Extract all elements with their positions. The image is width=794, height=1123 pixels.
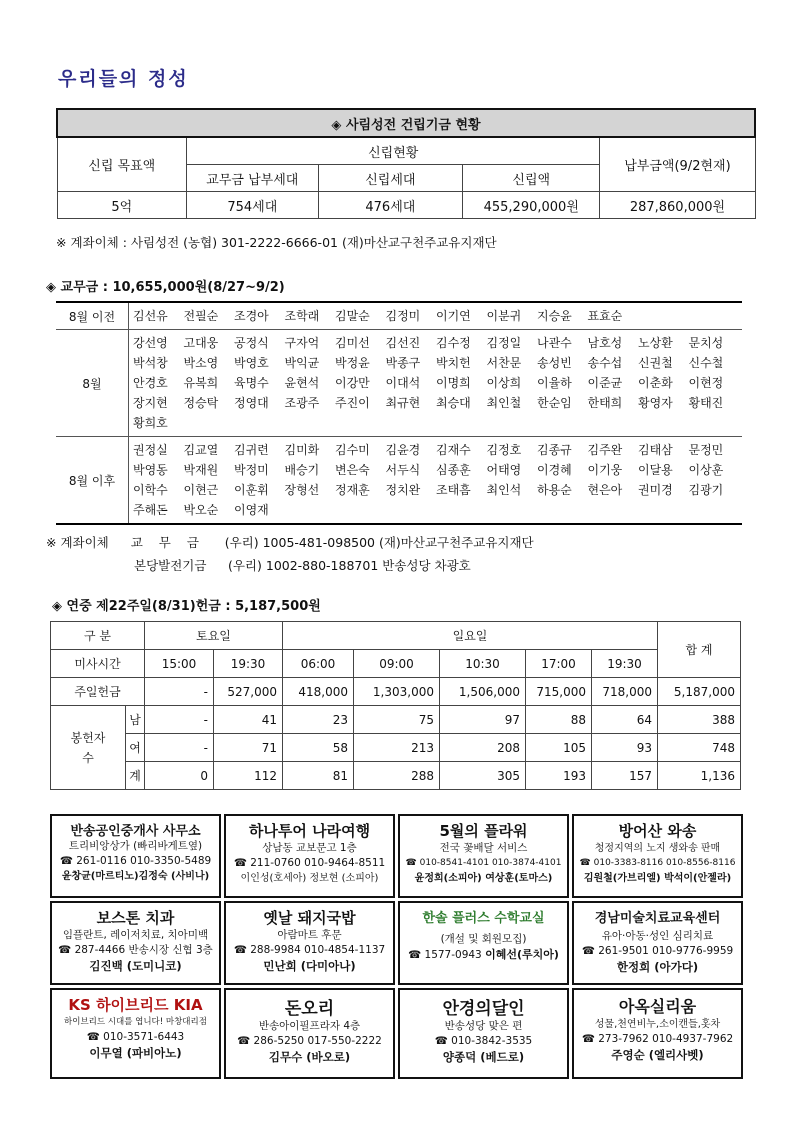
- row-label: 남: [126, 706, 145, 734]
- contributor-name: 배승기: [284, 463, 320, 477]
- offering-total: 5,187,000: [658, 678, 741, 706]
- ad-owner: 한정희 (아가다): [616, 960, 699, 974]
- contributor-name: 김종규: [537, 443, 572, 457]
- ad-line: 반송성당 맞은 편: [444, 1020, 523, 1032]
- ad-owner: 윤정희(소피아) 여상훈(토마스): [414, 873, 553, 884]
- count-cell: -: [145, 734, 214, 762]
- count-cell: 75: [354, 706, 440, 734]
- servers-label: 봉헌자수: [51, 706, 126, 790]
- contributor-name: 황영자: [638, 396, 673, 410]
- contributor-name: 표효순: [587, 309, 623, 323]
- contribution-heading: ◈ 교무금 : 10,655,000원(8/27~9/2): [46, 280, 285, 295]
- contributor-name: 어태영: [486, 463, 522, 477]
- ad-line: ☎ 261-9501 010-9776-9959: [581, 945, 734, 957]
- offering-table: [50, 621, 741, 790]
- saturday-header: 토요일: [145, 622, 283, 650]
- contributor-name: 이상훈: [688, 463, 724, 477]
- count-cell: -: [145, 706, 214, 734]
- contributor-name: 김윤경: [385, 443, 421, 457]
- contributor-name: 송수섭: [587, 356, 623, 370]
- contributor-name: 문치성: [688, 336, 724, 350]
- ad-line: ☎ 211-0760 010-9464-8511: [233, 857, 386, 869]
- contributor-name: 이강만: [335, 376, 370, 390]
- time-cell: 10:30: [440, 650, 526, 678]
- ad-owner: 윤창균(마르티노)김정숙 (사비나): [61, 871, 210, 882]
- ad-phone: ☎ 1577-0943: [408, 949, 482, 961]
- contributor-name: 김귀련: [234, 443, 269, 457]
- contributor-name: 나관수: [537, 336, 572, 350]
- contributor-name: 신수철: [688, 356, 724, 370]
- ad-name: 보스톤 치과: [96, 909, 175, 927]
- contributor-name: 한태희: [587, 396, 623, 410]
- contributor-name: 강선영: [133, 336, 168, 350]
- ad-line: ☎ 286-5250 017-550-2222: [237, 1035, 382, 1047]
- names-cell: [129, 302, 743, 330]
- ad-name: 아옥실리움: [618, 997, 697, 1016]
- contributor-name: 이기웅: [587, 463, 623, 477]
- contributor-name: 조광주: [284, 396, 320, 410]
- offering-cell: 418,000: [283, 678, 354, 706]
- ad-owner: 김원철(가브리엘) 박석이(안젤라): [583, 873, 732, 884]
- ad-name: 경남미술치료교육센터: [594, 911, 721, 926]
- account-label-1: 교 무 금: [130, 535, 205, 550]
- ad-name: 돈오리: [284, 999, 335, 1019]
- ad-name: 안경의달인: [442, 999, 525, 1019]
- count-cell: 157: [592, 762, 658, 790]
- contributor-name: 김교열: [183, 443, 219, 457]
- ad-name: KS 하이브리드 KIA: [68, 996, 203, 1014]
- households-value: 754세대: [187, 192, 319, 219]
- ad-box: [50, 988, 221, 1079]
- contribution-row: [56, 437, 742, 525]
- ad-box: [398, 814, 569, 898]
- count-total: 748: [658, 734, 741, 762]
- offering-cell: -: [145, 678, 214, 706]
- contributor-name: 지승윤: [537, 309, 572, 323]
- count-cell: 41: [214, 706, 283, 734]
- count-cell: 64: [592, 706, 658, 734]
- offering-heading: ◈ 연중 제22주일(8/31)헌금 : 5,187,500원: [52, 599, 321, 614]
- contributor-name: 이명희: [436, 376, 471, 390]
- contributor-name: 정치완: [385, 483, 421, 497]
- mass-time-header: 미사시간: [51, 650, 145, 678]
- count-cell: 213: [354, 734, 440, 762]
- contributor-name: 최규현: [385, 396, 421, 410]
- contributor-name: 김태삼: [638, 443, 673, 457]
- ad-owner: 김무수 (바오로): [268, 1050, 351, 1064]
- contributor-name: 김말순: [335, 309, 370, 323]
- row-label: 계: [126, 762, 145, 790]
- contribution-row: [56, 330, 742, 437]
- contributor-name: 전필순: [183, 309, 219, 323]
- contributor-name: 정승탁: [183, 396, 219, 410]
- names-cell: [129, 330, 743, 437]
- contribution-row: [56, 302, 742, 330]
- ad-line: 성물,천연비누,소이캔들,홋차: [594, 1019, 721, 1030]
- offering-cell: 527,000: [214, 678, 283, 706]
- contributor-name: 문정민: [688, 443, 724, 457]
- contributor-name: 박종구: [385, 356, 421, 370]
- contributor-name: 서찬문: [486, 356, 522, 370]
- contributor-name: 조학래: [284, 309, 320, 323]
- ad-owner: 이무열 (파비아노): [89, 1046, 182, 1060]
- row-label: 8월: [56, 330, 129, 437]
- pledge-households-header: 신립세대: [318, 165, 462, 192]
- contributor-name: 공정식: [234, 336, 269, 350]
- time-cell: 09:00: [354, 650, 440, 678]
- paid-amount-value: 287,860,000원: [600, 192, 755, 219]
- ad-owner: 김진백 (도미니코): [89, 959, 182, 973]
- contributor-name: 김광기: [688, 483, 724, 497]
- account-note-2b: [134, 556, 471, 574]
- count-cell: 71: [214, 734, 283, 762]
- ad-line: ☎ 261-0116 010-3350-5489: [59, 855, 212, 867]
- contributor-name: 정영대: [234, 396, 269, 410]
- contributor-name: 박치헌: [436, 356, 471, 370]
- time-cell: 17:00: [526, 650, 592, 678]
- contributor-name: 노상환: [638, 336, 673, 350]
- contributor-name: 박석창: [133, 356, 168, 370]
- offering-cell: 718,000: [592, 678, 658, 706]
- ad-name: 하나투어 나라여행: [248, 822, 371, 840]
- contributor-name: 송성빈: [537, 356, 572, 370]
- contributor-name: 이달용: [638, 463, 673, 477]
- contributor-name: 이현근: [183, 483, 219, 497]
- ad-line: ☎ 273-7962 010-4937-7962: [581, 1033, 734, 1045]
- ad-line: [400, 947, 567, 963]
- contributor-name: 박영호: [234, 356, 269, 370]
- count-cell: 93: [592, 734, 658, 762]
- contributor-name: 한순임: [537, 396, 572, 410]
- contributor-name: 서두식: [385, 463, 421, 477]
- ad-owner: 이인성(호세아) 정보현 (소피아): [240, 873, 379, 884]
- ad-box: [50, 814, 221, 898]
- contributor-name: 하용순: [537, 483, 572, 497]
- contributor-name: 박정미: [234, 463, 269, 477]
- contributor-name: 장형선: [284, 483, 320, 497]
- ad-box: [50, 901, 221, 985]
- target-header: 신립 목표액: [57, 137, 187, 192]
- ad-box: [398, 901, 569, 985]
- contributor-name: 이상희: [486, 376, 522, 390]
- time-cell: 06:00: [283, 650, 354, 678]
- count-cell: 288: [354, 762, 440, 790]
- ad-line: 하이브리드 시대를 엽니다! 마창대리점: [64, 1017, 207, 1027]
- time-cell: 19:30: [214, 650, 283, 678]
- count-total: 388: [658, 706, 741, 734]
- account-label-2: 본당발전기금: [134, 558, 207, 573]
- contributor-name: 박소영: [183, 356, 219, 370]
- ad-line: ☎ 287-4466 반송시장 신협 3층: [58, 944, 213, 956]
- contributor-name: 김수미: [335, 443, 370, 457]
- contributor-name: 김미화: [284, 443, 320, 457]
- ad-line: ☎ 010-3571-6443: [86, 1031, 185, 1043]
- contributor-name: 최인석: [486, 483, 522, 497]
- contributor-name: 윤현석: [284, 376, 320, 390]
- status-header: 신립현황: [187, 137, 600, 165]
- ad-box: [224, 988, 395, 1079]
- contributor-name: 정재훈: [335, 483, 370, 497]
- contributor-name: 이대석: [385, 376, 421, 390]
- total-header: 합 계: [658, 622, 741, 678]
- count-cell: 88: [526, 706, 592, 734]
- contribution-table: [56, 301, 742, 525]
- ad-line: 청정지역의 노지 생와송 판매: [594, 843, 721, 854]
- ad-box: [224, 901, 395, 985]
- contributor-name: 박오순: [183, 503, 219, 517]
- contributor-name: 김미선: [335, 336, 370, 350]
- count-cell: 23: [283, 706, 354, 734]
- contributor-name: 최승대: [436, 396, 471, 410]
- ad-owner: 주영순 (엘리사벳): [611, 1048, 704, 1062]
- ad-box: [572, 814, 743, 898]
- contributor-name: 신권철: [638, 356, 673, 370]
- count-cell: 97: [440, 706, 526, 734]
- contributor-name: 현은아: [587, 483, 623, 497]
- pledge-households-value: 476세대: [318, 192, 462, 219]
- contributor-name: 이분귀: [486, 309, 522, 323]
- ad-line: 반송아이필프라자 4층: [258, 1020, 361, 1032]
- contributor-name: 이현정: [688, 376, 724, 390]
- contributor-name: 김재수: [436, 443, 471, 457]
- account-note-2: [46, 533, 534, 551]
- count-cell: 208: [440, 734, 526, 762]
- contributor-name: 심종훈: [436, 463, 471, 477]
- time-cell: 15:00: [145, 650, 214, 678]
- ad-line: 전국 꽃배달 서비스: [439, 842, 528, 854]
- ad-line: ☎ 010-3842-3535: [434, 1035, 533, 1047]
- offering-cell: 1,506,000: [440, 678, 526, 706]
- building-fund-heading: ◈ 사림성전 건립기금 현황: [57, 109, 755, 137]
- contributor-name: 장지현: [133, 396, 168, 410]
- contributor-name: 이훈휘: [234, 483, 269, 497]
- ad-name: 한솔 플러스 수학교실: [422, 911, 545, 926]
- page-title: 우리들의 정성: [58, 68, 189, 90]
- contributor-name: 김선유: [133, 309, 168, 323]
- target-value: 5억: [57, 192, 187, 219]
- contributor-name: 박재원: [183, 463, 219, 477]
- paid-header: 납부금액(9/2현재): [600, 137, 755, 192]
- count-cell: 0: [145, 762, 214, 790]
- contributor-name: 조태흠: [436, 483, 471, 497]
- ad-name: 방어산 와송: [618, 822, 697, 840]
- contributor-name: 권정실: [133, 443, 168, 457]
- ad-box: [398, 988, 569, 1079]
- ad-line: ☎ 288-9984 010-4854-1137: [233, 944, 386, 956]
- contributor-name: 권미경: [638, 483, 673, 497]
- row-label: 8월 이후: [56, 437, 129, 525]
- contributor-name: 이경혜: [537, 463, 572, 477]
- contributor-name: 김정호: [486, 443, 522, 457]
- contributor-name: 유복희: [183, 376, 219, 390]
- row-label: 8월 이전: [56, 302, 129, 330]
- row-label: 여: [126, 734, 145, 762]
- ad-line: 상남동 교보문고 1층: [262, 842, 357, 854]
- count-cell: 105: [526, 734, 592, 762]
- ad-box: [572, 988, 743, 1079]
- count-cell: 112: [214, 762, 283, 790]
- ad-owner: 양종덕 (베드로): [442, 1050, 525, 1064]
- ad-line: 유아·아동·성인 심리치료: [601, 930, 714, 942]
- households-header: 교무금 납부세대: [187, 165, 319, 192]
- ad-line: 임플란트, 레이저치료, 치아미백: [62, 929, 209, 941]
- account-note-2-prefix: ※ 계좌이체: [46, 535, 109, 550]
- contributor-name: 이기연: [436, 309, 471, 323]
- ad-line: 트리비앙상가 (빠리바게트옆): [68, 840, 203, 852]
- contributor-name: 김정일: [486, 336, 522, 350]
- count-cell: 193: [526, 762, 592, 790]
- contributor-name: 남호성: [587, 336, 623, 350]
- count-total: 1,136: [658, 762, 741, 790]
- ads-grid: [50, 814, 743, 1079]
- contributor-name: 육명수: [234, 376, 269, 390]
- contributor-name: 이학수: [133, 483, 168, 497]
- ad-line: ☎ 010-8541-4101 010-3874-4101: [405, 858, 562, 868]
- ad-owner: 이혜선(루치아): [485, 948, 559, 961]
- contributor-name: 김주완: [587, 443, 623, 457]
- ad-line: 아람마트 후문: [277, 929, 342, 941]
- contributor-name: 김수정: [436, 336, 471, 350]
- contributor-name: 변은숙: [335, 463, 370, 477]
- contributor-name: 이영재: [234, 503, 269, 517]
- ad-line: ☎ 010-3383-8116 010-8556-8116: [579, 858, 736, 868]
- contributor-name: 안경호: [133, 376, 168, 390]
- names-cell: [129, 437, 743, 525]
- ad-name: 옛날 돼지국밥: [263, 909, 356, 927]
- offering-cell: 1,303,000: [354, 678, 440, 706]
- ad-line: (개설 및 회원모집): [440, 933, 527, 945]
- contributor-name: 김선진: [385, 336, 421, 350]
- ad-box: [224, 814, 395, 898]
- contributor-name: 이율하: [537, 376, 572, 390]
- ad-name: 5월의 플라워: [439, 822, 528, 840]
- contributor-name: 조경아: [234, 309, 269, 323]
- contributor-name: 박영동: [133, 463, 168, 477]
- ad-owner: 민난희 (다미아나): [263, 959, 356, 973]
- offering-cell: 715,000: [526, 678, 592, 706]
- contributor-name: 이준균: [587, 376, 623, 390]
- contributor-name: 최인철: [486, 396, 522, 410]
- account-value-2: (우리) 1002-880-188701 반송성당 차광호: [227, 558, 471, 573]
- pledge-amount-value: 455,290,000원: [463, 192, 600, 219]
- gubun-header: 구 분: [51, 622, 145, 650]
- count-cell: 58: [283, 734, 354, 762]
- contributor-name: 김정미: [385, 309, 421, 323]
- ad-box: [572, 901, 743, 985]
- contributor-name: 주진이: [335, 396, 370, 410]
- contributor-name: 박익균: [284, 356, 320, 370]
- contributor-name: 황태진: [688, 396, 724, 410]
- sunday-offering-label: 주일헌금: [51, 678, 145, 706]
- contributor-name: 황희호: [133, 416, 168, 430]
- sunday-header: 일요일: [283, 622, 658, 650]
- pledge-amount-header: 신립액: [463, 165, 600, 192]
- contributor-name: 구자억: [284, 336, 320, 350]
- contributor-name: 고대웅: [183, 336, 219, 350]
- time-cell: 19:30: [592, 650, 658, 678]
- building-fund-table: [56, 108, 756, 219]
- account-value-1: (우리) 1005-481-098500 (재)마산교구천주교유지재단: [224, 535, 534, 550]
- ad-name: 반송공인중개사 사무소: [70, 824, 201, 839]
- contributor-name: 주해돈: [133, 503, 168, 517]
- count-cell: 305: [440, 762, 526, 790]
- contributor-name: 이춘화: [638, 376, 673, 390]
- count-cell: 81: [283, 762, 354, 790]
- contributor-name: 박정윤: [335, 356, 370, 370]
- account-note-1: ※ 계좌이체 : 사림성전 (농협) 301-2222-6666-01 (재)마산교구천주교유지재단: [56, 235, 497, 250]
